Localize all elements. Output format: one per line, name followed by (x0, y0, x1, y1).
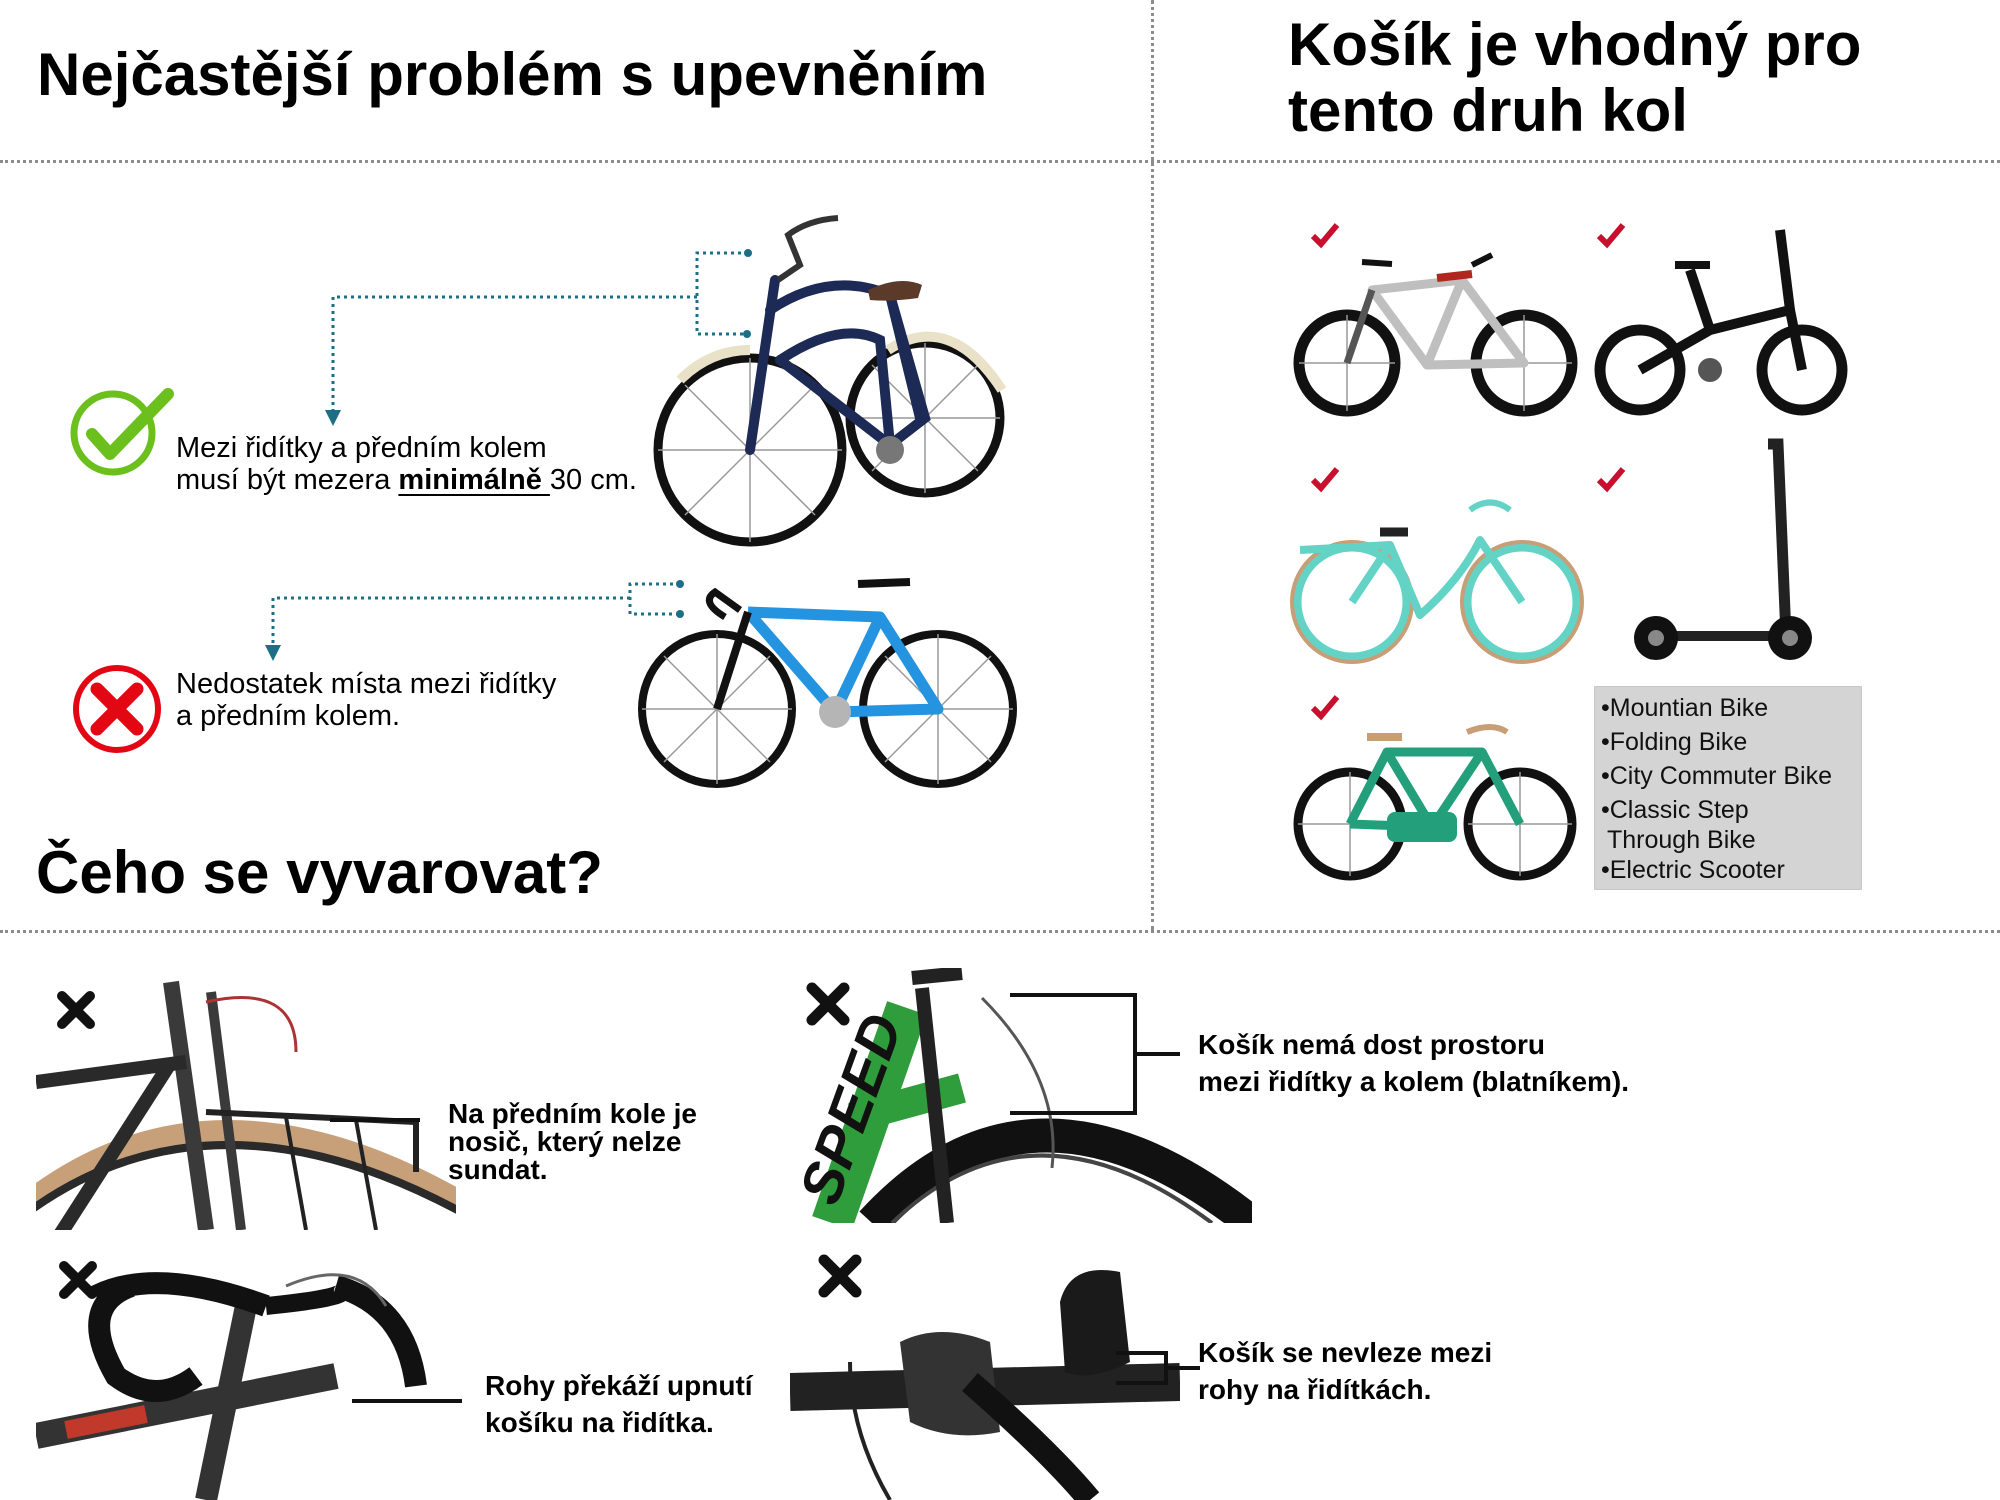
folding-bike-image (1590, 220, 1850, 420)
ok-note-line1: Mezi řidítky a předním kolem (176, 432, 547, 464)
bike-types-list (1594, 686, 1862, 890)
step-through-bike-image (1290, 490, 1590, 670)
rack-photo (36, 972, 456, 1230)
road-bike-image (640, 572, 1030, 802)
middle-divider (0, 930, 2000, 933)
rack-callout-line (330, 1115, 420, 1125)
list-item: Through Bike (1607, 826, 1756, 854)
space-note-line2: mezi řidítky a kolem (blatníkem). (1198, 1066, 1630, 1097)
rack-note-line3: sundat. (448, 1154, 548, 1185)
rack-note-line2: nosič, který nelze (448, 1126, 682, 1157)
photo-brand-text: SPEED (787, 1005, 916, 1213)
x-mark-icon-rack (56, 990, 96, 1030)
x-mark-icon-drop-bar (58, 1260, 98, 1300)
mountain-bike-image (1292, 250, 1582, 420)
x-mark-icon-bar-ends (818, 1254, 862, 1298)
drop-bar-photo (36, 1246, 472, 1500)
list-item: •Electric Scooter (1601, 856, 1785, 884)
ok-note-emphasis: minimálně (398, 464, 550, 496)
bad-note-line2: a předním kolem. (176, 700, 401, 732)
rack-note (448, 1100, 697, 1184)
space-note-line1: Košík nemá dost prostoru (1198, 1029, 1545, 1060)
electric-scooter-image (1618, 436, 1838, 666)
cruiser-bike-image (650, 210, 1030, 560)
classic-bike-image (1292, 712, 1582, 892)
avoid-heading: Čeho se vyvarovat? (36, 839, 603, 906)
ok-note-line2: musí být mezera minimálně 30 cm. (176, 464, 637, 496)
bad-note-line1: Nedostatek místa mezi řidítky (176, 668, 557, 700)
vertical-divider (1151, 0, 1154, 930)
rack-note-line1: Na předním kole je (448, 1098, 697, 1129)
bar-ends-note-line1: Košík se nevleze mezi (1198, 1337, 1493, 1368)
x-mark-icon-space (806, 982, 850, 1026)
right-heading-line1: Košík je vhodný pro (1288, 11, 1862, 78)
bar-ends-note-line2: rohy na řidítkách. (1198, 1374, 1432, 1405)
drop-bar-note-line1: Rohy překáží upnutí (485, 1370, 753, 1401)
left-heading: Nejčastější problém s upevněním (37, 41, 988, 108)
red-check-mark-3 (1310, 466, 1340, 492)
right-heading (1288, 12, 1861, 144)
bar-ends-bracket (1116, 1350, 1200, 1386)
list-item: •Folding Bike (1601, 728, 1748, 756)
drop-bar-note (485, 1367, 753, 1441)
space-bracket (1010, 992, 1180, 1116)
red-check-mark-1 (1310, 222, 1340, 248)
list-item: •Mountian Bike (1601, 694, 1769, 722)
list-item: •City Commuter Bike (1601, 762, 1833, 790)
bar-ends-note (1198, 1334, 1492, 1408)
list-item: •Classic Step (1601, 796, 1749, 824)
drop-bar-note-line2: košíku na řidítka. (485, 1407, 714, 1438)
space-note (1198, 1026, 1629, 1100)
right-heading-line2: tento druh kol (1288, 77, 1688, 144)
drop-bar-callout-line (352, 1396, 462, 1406)
